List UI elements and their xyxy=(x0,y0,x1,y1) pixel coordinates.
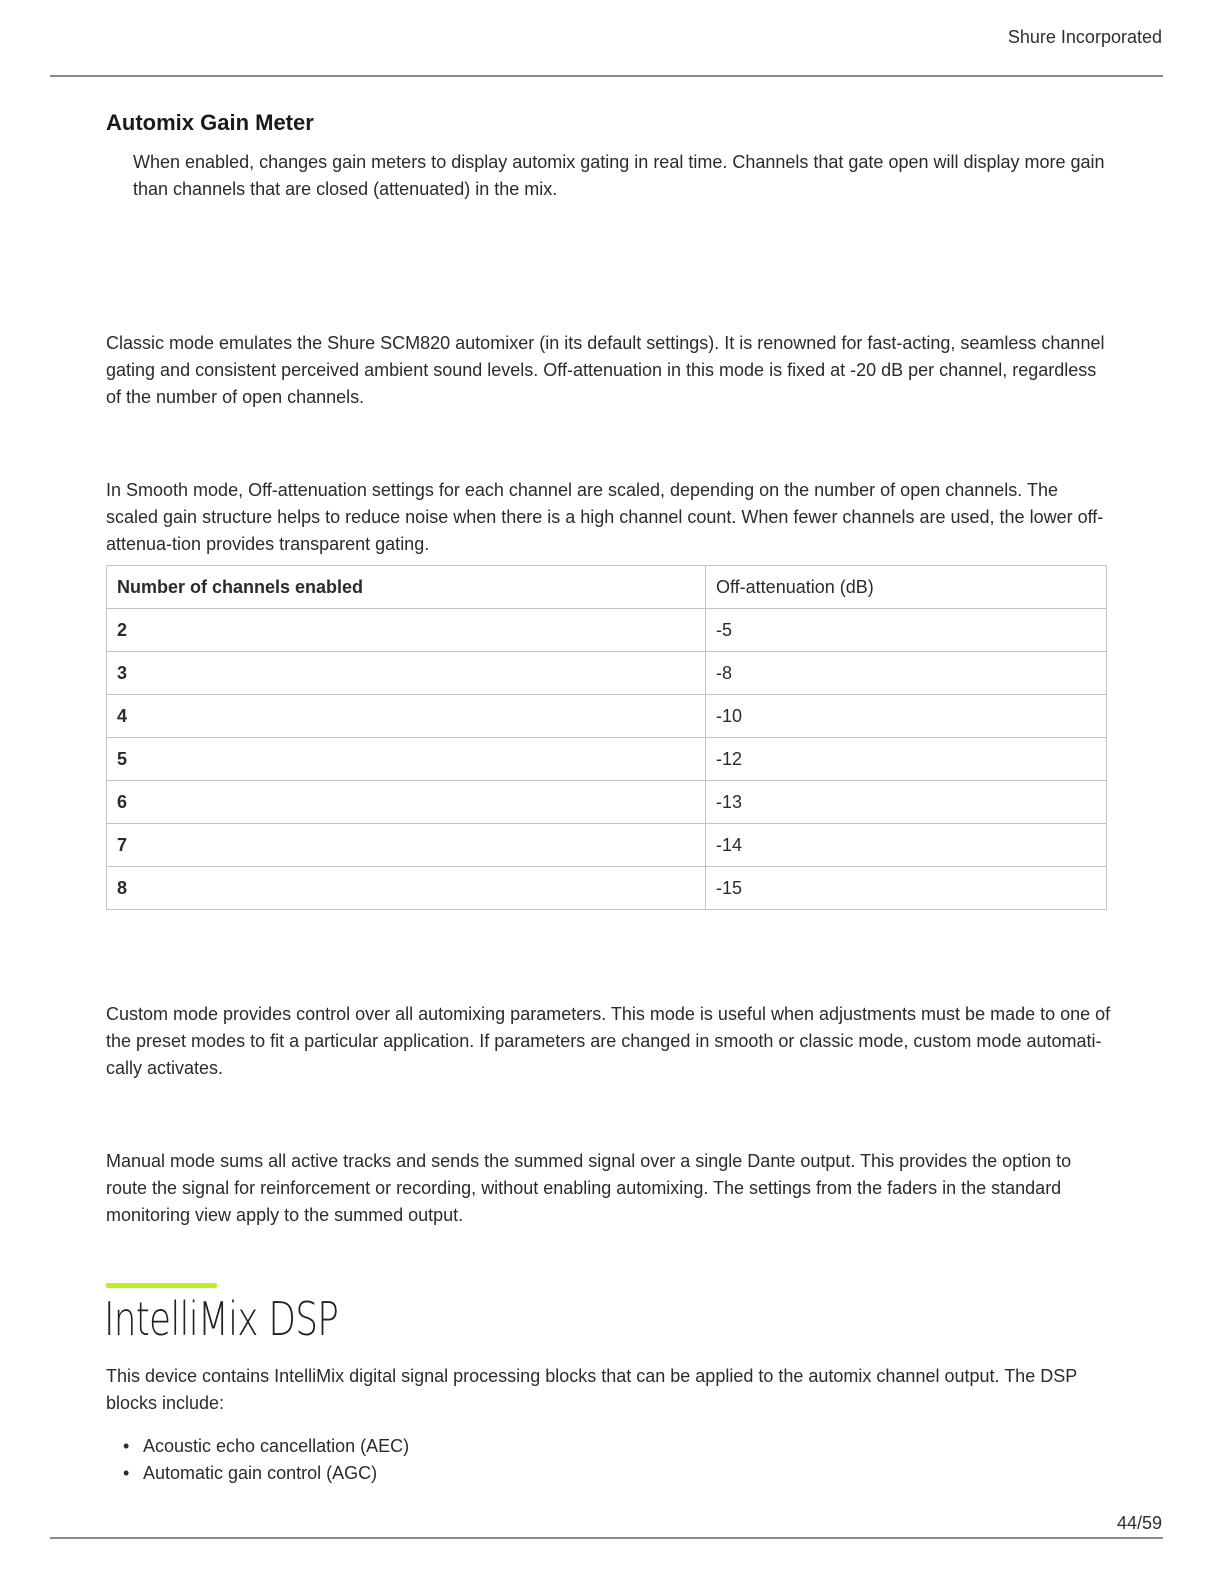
table-row xyxy=(107,781,1107,824)
intellimix-intro-paragraph: This device contains IntelliMix digital signal processing blocks that can be applied to the automix channel output. The DSP blocks include: xyxy=(106,1366,1077,1413)
manual-mode-paragraph: Manual mode sums all active tracks and sends the summed signal over a single Dante output. This provides the option to route the signal for reinforcement or recording, without enabling automixing. The settings from the faders in the standard monitoring view apply to the summed output. xyxy=(106,1151,1072,1225)
table-header-channels: Number of channels enabled xyxy=(107,566,706,609)
table-row xyxy=(107,695,1107,738)
table-cell-attenuation: -15 xyxy=(706,867,1107,910)
custom-mode-paragraph: Custom mode provides control over all automixing parameters. This mode is useful when adjustments must be made to one of the preset modes to fit a particular application. If parameters are changed in smooth or classic mode, custom mode automati-cally activates. xyxy=(106,1004,1111,1078)
section-accent-bar xyxy=(106,1283,217,1288)
off-attenuation-table xyxy=(106,565,1107,910)
table-cell-channels: 3 xyxy=(107,652,706,695)
table-cell-attenuation: -5 xyxy=(706,609,1107,652)
table-cell-attenuation: -10 xyxy=(706,695,1107,738)
automix-gain-meter-description: When enabled, changes gain meters to display automix gating in real time. Channels that gate open will display more gain than channels that are closed (attenuated) in the mix. xyxy=(133,152,1105,199)
table-row xyxy=(107,652,1107,695)
automix-gain-meter-title: Automix Gain Meter xyxy=(106,110,314,135)
table-cell-channels: 7 xyxy=(107,824,706,867)
table-cell-attenuation: -12 xyxy=(706,738,1107,781)
table-header-attenuation: Off-attenuation (dB) xyxy=(706,566,1107,609)
table-cell-channels: 6 xyxy=(107,781,706,824)
classic-mode-paragraph: Classic mode emulates the Shure SCM820 automixer (in its default settings). It is renowned for fast-acting, seamless channel gating and consistent perceived ambient sound levels. Off-attenuation in this mode is fixed at -20 dB per channel, regardless of the number of open channels. xyxy=(106,333,1105,407)
table-cell-attenuation: -13 xyxy=(706,781,1107,824)
header-company-name: Shure Incorporated xyxy=(1007,27,1162,47)
table-cell-attenuation: -14 xyxy=(706,824,1107,867)
dsp-blocks-list xyxy=(106,1433,409,1487)
list-item: • Automatic gain control (AGC) xyxy=(106,1460,409,1487)
footer-divider xyxy=(50,1537,1163,1539)
page-number: 44/59 xyxy=(1116,1513,1162,1533)
table-row xyxy=(107,609,1107,652)
table-row xyxy=(107,824,1107,867)
table-cell-attenuation: -8 xyxy=(706,652,1107,695)
table-row xyxy=(107,738,1107,781)
list-item: • Acoustic echo cancellation (AEC) xyxy=(106,1433,409,1460)
table-header-row xyxy=(107,566,1107,609)
table-row xyxy=(107,867,1107,910)
table-cell-channels: 4 xyxy=(107,695,706,738)
intellimix-dsp-heading: IntelliMix DSP xyxy=(104,1292,339,1346)
table-cell-channels: 5 xyxy=(107,738,706,781)
header-divider xyxy=(50,75,1163,77)
table-cell-channels: 8 xyxy=(107,867,706,910)
smooth-mode-paragraph: In Smooth mode, Off-attenuation settings for each channel are scaled, depending on the number of open channels. The scaled gain structure helps to reduce noise when there is a high channel count. When fewer channels are used, the lower off-attenua-tion provides transparent gating. xyxy=(106,480,1104,554)
table-cell-channels: 2 xyxy=(107,609,706,652)
